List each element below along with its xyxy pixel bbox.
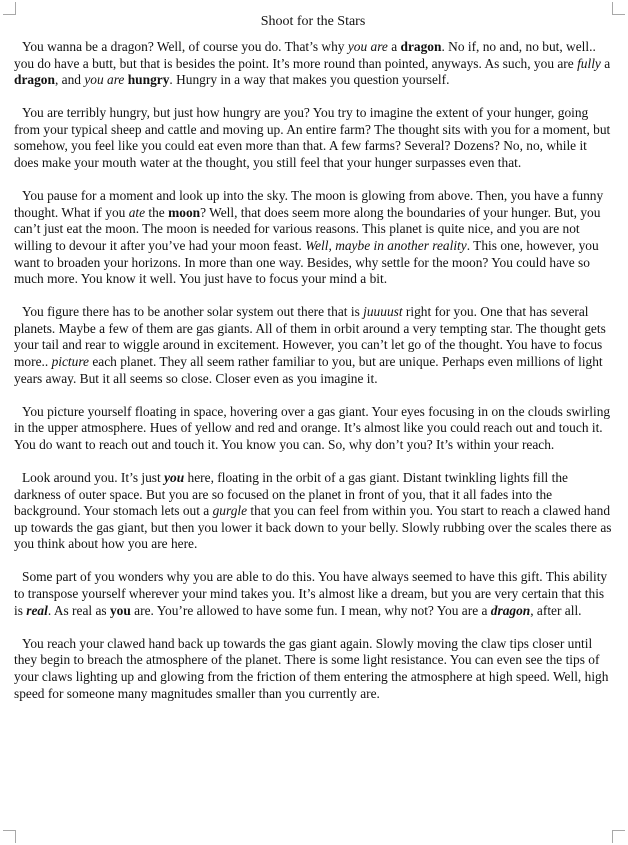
text-run: , and: [54, 72, 85, 88]
paragraph: [14, 404, 612, 454]
paragraph: [14, 105, 612, 171]
text-run: You pause for a moment and look up into the sky. The moon is glowing from above. Then, you have a funny thought. What if you: [14, 188, 604, 220]
text-run: ? Well, that does seem more along the boundaries of your hunger. But, you can’t just eat the moon. The moon is needed for various reasons. This planet is quite nice, and you are not willing to devour it after you’ve had your moon feast.: [14, 204, 601, 253]
text-run: , after all.: [530, 602, 582, 618]
text-run: are. You’re allowed to have some fun. I mean, why not? You are a: [130, 602, 491, 618]
paragraph: [14, 188, 612, 288]
text-run: each planet. They all seem rather familiar to you, but are unique. Perhaps even millions of light years away. But it all seems so close. Closer even as you imagine it.: [14, 354, 603, 386]
page-corner-mark: [612, 830, 625, 843]
paragraph: [14, 636, 612, 702]
page-corner-mark: [3, 830, 16, 843]
text-run: You are terribly hungry, but just how hungry are you? You try to imagine the extent of your hunger, going from your typical sheep and cattle and moving up. An entire farm? The thought sits with you for a moment, but somehow, you feel like you could eat even more than that. A few farms? Several? Dozens? No, no, while it does make your mouth water at the thought, you still feel that your hunger surpasses even that.: [14, 105, 611, 171]
italic-text: gurgle: [212, 503, 248, 519]
text-run: Look around you. It’s just: [22, 469, 165, 485]
text-run: You wanna be a dragon? Well, of course you do. That’s why: [22, 39, 348, 54]
text-run: You reach your clawed hand back up towards the gas giant again. Slowly moving the claw tips closer until they begin to breach the atmosphere of the planet. There is some light resistance. You can even see the tips of your claws lighting up and glowing from the friction of them entering the atmosphere at high speed. Well, high speed for someone many magnitudes smaller than you currently are.: [14, 635, 609, 701]
bold-text: moon: [168, 204, 201, 220]
document-title: Shoot for the Stars: [260, 14, 366, 29]
text-run: You figure there has to be another solar system out there that is: [22, 304, 364, 320]
bold-italic-text: real: [26, 602, 48, 618]
paragraph-list: [14, 39, 612, 702]
text-run: . As real as: [47, 602, 110, 618]
italic-text: you are: [347, 39, 388, 54]
italic-text: ate: [128, 204, 146, 220]
text-run: Some part of you wonders why you are able to do this. You have always seemed to have this gift. This ability to transpose yourself wherever your mind takes you. It’s almost like a dream, but you are very certain that this is: [14, 569, 608, 618]
bold-text: dragon: [400, 39, 442, 54]
bold-italic-text: dragon: [490, 602, 531, 618]
text-run: . This one, however, you want to broaden your horizons. In more than one way. Besides, why settle for the moon? You could have so much more. You know it well. You just have to focus your mind a bit.: [14, 237, 599, 287]
text-run: here, floating in the orbit of a gas giant. Distant twinkling lights fill the darkness of outer space. But you are so focused on the planet in front of you, that it all fades into the background. Your stomach lets out a: [14, 469, 568, 519]
italic-text: juuuust: [363, 304, 403, 320]
text-run: You picture yourself floating in space, hovering over a gas giant. Your eyes focusing in on the clouds swirling in the upper atmosphere. Hues of yellow and red and orange. It’s almost like you could reach out and touch it. You do want to reach out and touch it. You know you can. So, why don’t you? It’s within your reach.: [14, 403, 611, 452]
paragraph: [14, 569, 612, 619]
italic-text: Well, maybe in another reality: [305, 237, 467, 253]
bold-italic-text: you: [164, 469, 185, 485]
bold-text: you: [109, 602, 131, 618]
italic-text: you are: [84, 72, 125, 88]
document-body[interactable]: [14, 13, 612, 719]
page-corner-mark: [612, 2, 625, 15]
paragraph: [14, 470, 612, 553]
text-run: a: [600, 55, 611, 71]
bold-text: dragon: [14, 72, 55, 88]
text-run: right for you. One that has several planets. Maybe a few of them are gas giants. All of them in orbit around a very tempting star. The thought gets your tail and rear to wiggle around in excitement. However, you can’t let go of the thought. You have to focus more..: [14, 304, 606, 369]
bold-text: hungry: [127, 72, 170, 88]
text-run: a: [387, 39, 401, 54]
text-run: . No if, no and, no but, well.. you do have a butt, but that is besides the point. It’s more round than pointed, anyways. As such, you are: [14, 39, 596, 71]
italic-text: picture: [51, 354, 89, 369]
text-run: the: [145, 204, 169, 220]
paragraph: [14, 304, 612, 387]
text-run: . Hungry in a way that makes you question yourself.: [169, 72, 450, 88]
text-run: that you can feel from within you. You start to reach a clawed hand up towards the gas giant, but then you lower it back down to your belly. Slowly rubbing over the scales there as you think about how you are here.: [14, 503, 612, 552]
paragraph: [14, 39, 612, 89]
italic-text: fully: [577, 55, 601, 71]
